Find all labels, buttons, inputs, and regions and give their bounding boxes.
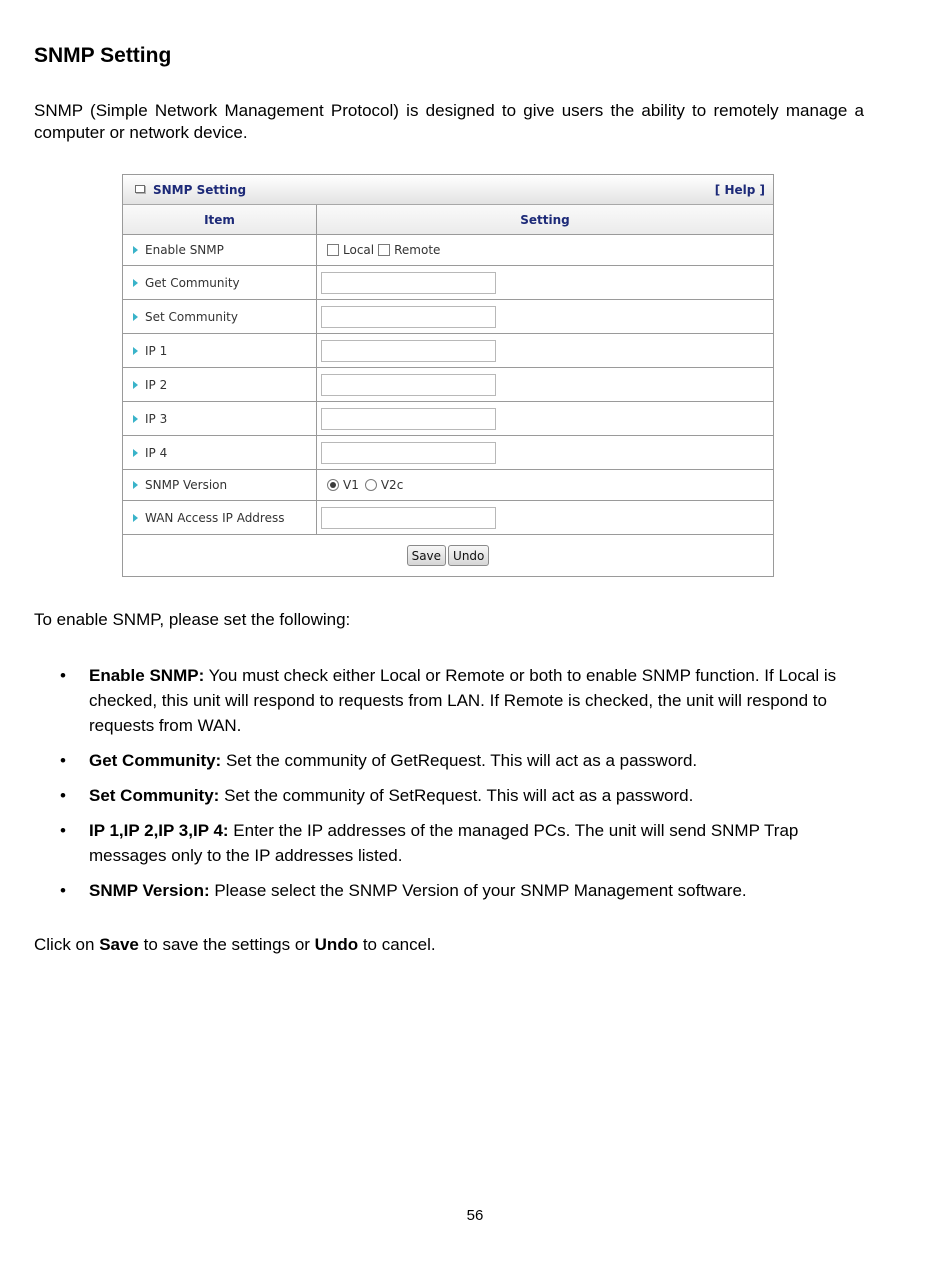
- closing-line: [34, 935, 436, 955]
- arrow-right-icon: [133, 514, 138, 522]
- column-header-item: Item: [123, 205, 317, 234]
- page-number: 56: [466, 1207, 484, 1224]
- list-item-term: Get Community:: [89, 751, 222, 770]
- table-row-enable-snmp: [123, 235, 773, 266]
- v2c-label: V2c: [380, 478, 404, 492]
- window-icon: [135, 185, 145, 193]
- ip4-label: IP 4: [145, 445, 168, 460]
- closing-text: to save the settings or: [138, 935, 315, 954]
- enable-snmp-label: Enable SNMP: [145, 243, 224, 257]
- v1-label: V1: [343, 478, 359, 492]
- list-item: [60, 818, 870, 868]
- list-item: [60, 663, 870, 738]
- table-header: [123, 205, 773, 235]
- panel-title-bar: [123, 175, 773, 205]
- list-item-text: You must check either Local or Remote or both to enable SNMP function. If Local is checked, this unit will respond to requests from LAN. If Remote is checked, the unit will respond to requests from WAN.: [89, 666, 837, 735]
- field-descriptions: [60, 663, 870, 913]
- local-checkbox[interactable]: [327, 244, 339, 256]
- instructions-lead: To enable SNMP, please set the following:: [34, 610, 351, 629]
- page-heading: SNMP Setting: [34, 44, 172, 67]
- undo-button[interactable]: Undo: [448, 545, 489, 566]
- table-row-set-community: [123, 300, 773, 334]
- table-row-ip3: [123, 402, 773, 436]
- get-community-label: Get Community: [145, 275, 240, 290]
- list-item: [60, 878, 870, 903]
- arrow-right-icon: [133, 449, 138, 457]
- table-row-ip4: [123, 436, 773, 470]
- arrow-right-icon: [133, 279, 138, 287]
- ip4-input[interactable]: [321, 442, 496, 464]
- arrow-right-icon: [133, 381, 138, 389]
- get-community-input[interactable]: [321, 272, 496, 294]
- ip1-input[interactable]: [321, 340, 496, 362]
- ip3-label: IP 3: [145, 411, 168, 426]
- list-item-text: Please select the SNMP Version of your SNMP Management software.: [209, 881, 747, 900]
- remote-label: Remote: [394, 243, 441, 257]
- arrow-right-icon: [133, 481, 138, 489]
- arrow-right-icon: [133, 246, 138, 254]
- local-label: Local: [343, 243, 375, 257]
- table-row-ip1: [123, 334, 773, 368]
- list-item-text: Set the community of SetRequest. This will act as a password.: [219, 786, 694, 805]
- list-item-term: Enable SNMP:: [89, 666, 205, 685]
- set-community-input[interactable]: [321, 306, 496, 328]
- v1-radio[interactable]: [327, 479, 339, 491]
- panel-title: SNMP Setting: [153, 183, 247, 197]
- table-row-get-community: [123, 266, 773, 300]
- wan-access-input[interactable]: [321, 507, 496, 529]
- table-row-wan-access: [123, 501, 773, 535]
- closing-undo-term: Undo: [314, 935, 359, 954]
- list-item-text: Enter the IP addresses of the managed PCs. The unit will send SNMP Trap messages only to the IP addresses listed.: [89, 821, 799, 865]
- closing-text: to cancel.: [358, 935, 436, 954]
- arrow-right-icon: [133, 347, 138, 355]
- column-header-setting: Setting: [520, 212, 570, 227]
- closing-save-term: Save: [99, 935, 139, 954]
- ip3-input[interactable]: [321, 408, 496, 430]
- list-item-term: Set Community:: [89, 786, 220, 805]
- arrow-right-icon: [133, 313, 138, 321]
- set-community-label: Set Community: [145, 309, 238, 324]
- table-row-ip2: [123, 368, 773, 402]
- table-row-snmp-version: [123, 470, 773, 501]
- list-item-text: Set the community of GetRequest. This will act as a password.: [221, 751, 698, 770]
- snmp-settings-panel: [122, 174, 774, 577]
- ip1-label: IP 1: [145, 343, 168, 358]
- snmp-version-label: SNMP Version: [145, 478, 228, 492]
- wan-access-label: WAN Access IP Address: [145, 510, 285, 525]
- list-item-term: IP 1,IP 2,IP 3,IP 4:: [89, 821, 229, 840]
- ip2-label: IP 2: [145, 377, 168, 392]
- list-item: [60, 748, 870, 773]
- help-link[interactable]: [ Help ]: [714, 183, 765, 197]
- remote-checkbox[interactable]: [378, 244, 390, 256]
- arrow-right-icon: [133, 415, 138, 423]
- list-item-term: SNMP Version:: [89, 881, 210, 900]
- ip2-input[interactable]: [321, 374, 496, 396]
- intro-paragraph: SNMP (Simple Network Management Protocol) is designed to give users the ability to remotely manage a computer or network device.: [34, 101, 864, 142]
- save-button[interactable]: Save: [407, 545, 446, 566]
- button-row: [123, 535, 773, 576]
- closing-text: Click on: [34, 935, 100, 954]
- list-item: [60, 783, 870, 808]
- v2c-radio[interactable]: [365, 479, 377, 491]
